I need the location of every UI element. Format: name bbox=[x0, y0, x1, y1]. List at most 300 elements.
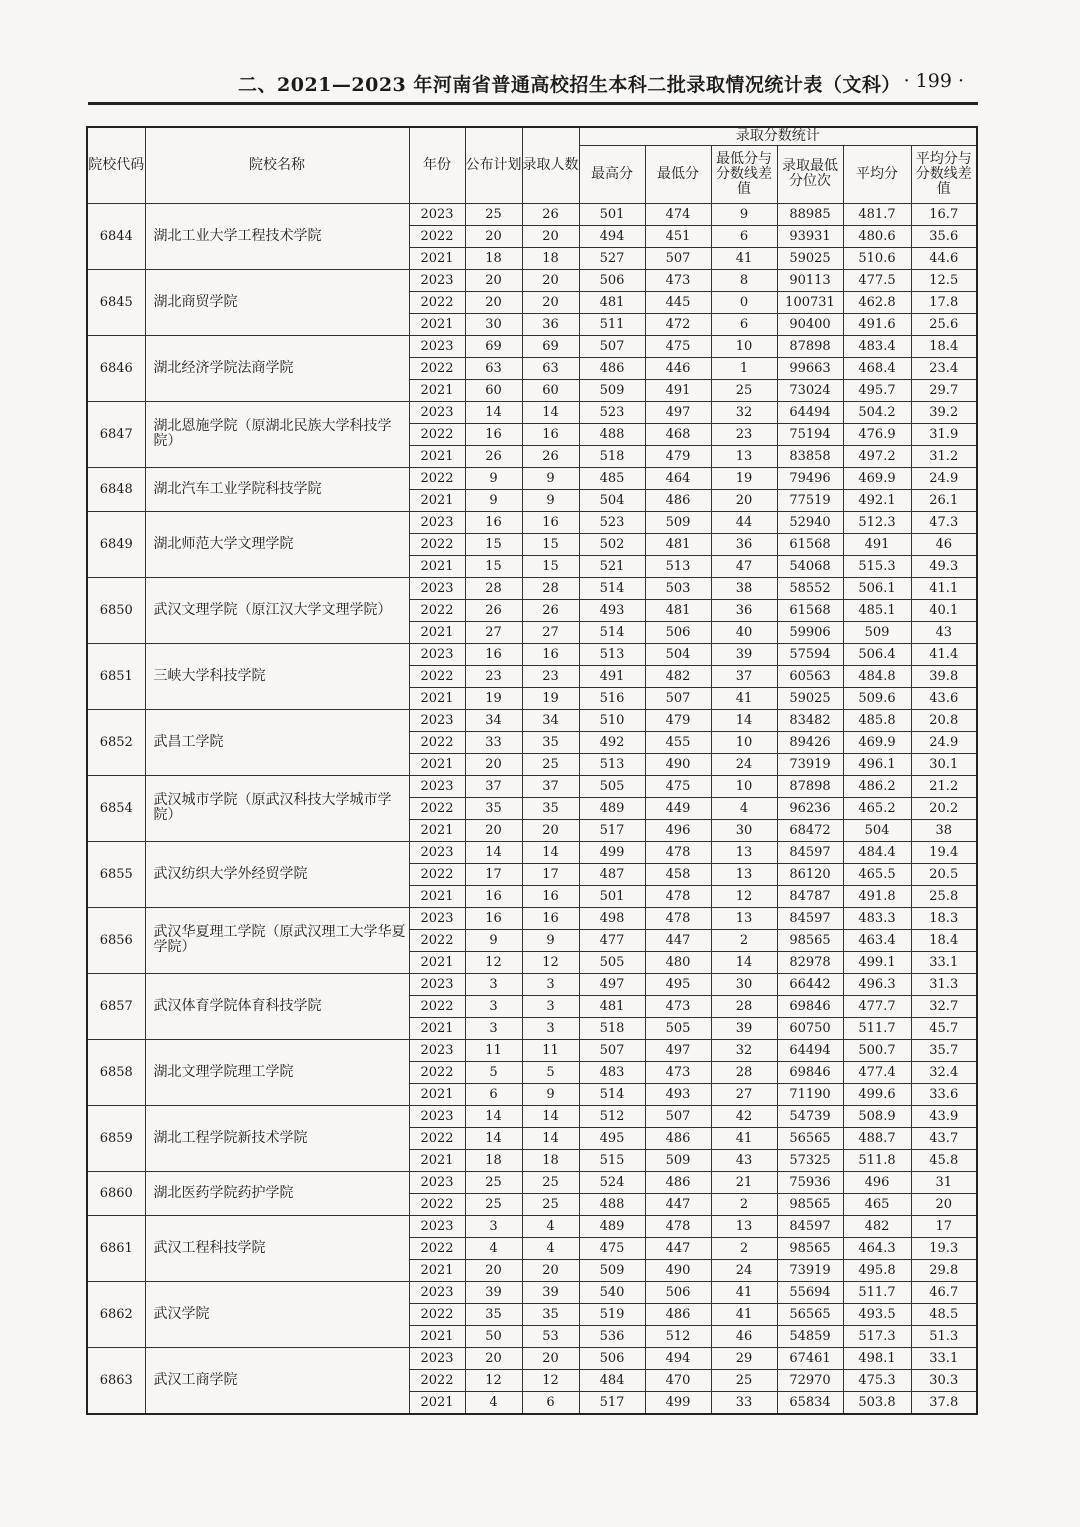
school-code: 6863 bbox=[87, 1347, 145, 1414]
cell-year: 2022 bbox=[409, 599, 465, 621]
cell-admitted: 28 bbox=[522, 577, 579, 599]
table-body bbox=[87, 203, 977, 1414]
cell-max: 507 bbox=[579, 335, 645, 357]
cell-avg-diff: 26.1 bbox=[911, 489, 977, 511]
cell-avg: 503.8 bbox=[843, 1391, 911, 1414]
cell-admitted: 12 bbox=[522, 951, 579, 973]
cell-plan: 60 bbox=[465, 379, 522, 401]
cell-avg: 484.4 bbox=[843, 841, 911, 863]
cell-min-rank: 96236 bbox=[777, 797, 843, 819]
cell-plan: 16 bbox=[465, 907, 522, 929]
cell-admitted: 26 bbox=[522, 599, 579, 621]
cell-max: 489 bbox=[579, 797, 645, 819]
cell-min-rank: 100731 bbox=[777, 291, 843, 313]
cell-year: 2022 bbox=[409, 665, 465, 687]
cell-avg-diff: 29.8 bbox=[911, 1259, 977, 1281]
cell-max: 488 bbox=[579, 423, 645, 445]
cell-max: 504 bbox=[579, 489, 645, 511]
cell-min-diff: 47 bbox=[711, 555, 777, 577]
cell-min-diff: 0 bbox=[711, 291, 777, 313]
cell-plan: 34 bbox=[465, 709, 522, 731]
cell-avg-diff: 30.1 bbox=[911, 753, 977, 775]
cell-plan: 27 bbox=[465, 621, 522, 643]
cell-min: 473 bbox=[645, 995, 711, 1017]
cell-min-rank: 56565 bbox=[777, 1127, 843, 1149]
cell-min: 509 bbox=[645, 1149, 711, 1171]
cell-year: 2023 bbox=[409, 335, 465, 357]
cell-plan: 3 bbox=[465, 973, 522, 995]
cell-plan: 6 bbox=[465, 1083, 522, 1105]
cell-avg: 499.1 bbox=[843, 951, 911, 973]
cell-max: 521 bbox=[579, 555, 645, 577]
cell-min: 478 bbox=[645, 1215, 711, 1237]
table-row bbox=[87, 401, 977, 423]
cell-max: 519 bbox=[579, 1303, 645, 1325]
cell-year: 2021 bbox=[409, 687, 465, 709]
cell-admitted: 3 bbox=[522, 973, 579, 995]
table-row bbox=[87, 577, 977, 599]
cell-avg-diff: 33.1 bbox=[911, 951, 977, 973]
school-code: 6854 bbox=[87, 775, 145, 841]
cell-max: 506 bbox=[579, 1347, 645, 1369]
cell-min: 475 bbox=[645, 335, 711, 357]
cell-min-rank: 87898 bbox=[777, 335, 843, 357]
cell-avg: 485.8 bbox=[843, 709, 911, 731]
cell-min: 509 bbox=[645, 511, 711, 533]
cell-min-diff: 4 bbox=[711, 797, 777, 819]
cell-avg: 511.7 bbox=[843, 1017, 911, 1039]
cell-year: 2023 bbox=[409, 1171, 465, 1193]
cell-admitted: 9 bbox=[522, 1083, 579, 1105]
cell-min: 504 bbox=[645, 643, 711, 665]
school-code: 6861 bbox=[87, 1215, 145, 1281]
cell-year: 2023 bbox=[409, 775, 465, 797]
cell-plan: 14 bbox=[465, 1105, 522, 1127]
cell-admitted: 60 bbox=[522, 379, 579, 401]
cell-min: 475 bbox=[645, 775, 711, 797]
cell-avg: 511.8 bbox=[843, 1149, 911, 1171]
cell-plan: 20 bbox=[465, 269, 522, 291]
cell-avg-diff: 32.4 bbox=[911, 1061, 977, 1083]
cell-year: 2022 bbox=[409, 291, 465, 313]
cell-admitted: 16 bbox=[522, 423, 579, 445]
cell-year: 2023 bbox=[409, 1215, 465, 1237]
cell-min: 486 bbox=[645, 489, 711, 511]
cell-avg-diff: 43.7 bbox=[911, 1127, 977, 1149]
school-name: 三峡大学科技学院 bbox=[145, 643, 409, 709]
cell-year: 2021 bbox=[409, 1017, 465, 1039]
header-avg: 平均分 bbox=[843, 145, 911, 203]
cell-min: 473 bbox=[645, 1061, 711, 1083]
cell-min-rank: 60563 bbox=[777, 665, 843, 687]
cell-admitted: 14 bbox=[522, 1127, 579, 1149]
cell-min-diff: 13 bbox=[711, 841, 777, 863]
cell-admitted: 11 bbox=[522, 1039, 579, 1061]
cell-avg-diff: 41.1 bbox=[911, 577, 977, 599]
cell-min-diff: 25 bbox=[711, 1369, 777, 1391]
cell-avg-diff: 24.9 bbox=[911, 467, 977, 489]
school-name: 湖北汽车工业学院科技学院 bbox=[145, 467, 409, 511]
cell-min: 503 bbox=[645, 577, 711, 599]
cell-avg-diff: 30.3 bbox=[911, 1369, 977, 1391]
cell-avg-diff: 48.5 bbox=[911, 1303, 977, 1325]
cell-admitted: 9 bbox=[522, 929, 579, 951]
cell-min-diff: 37 bbox=[711, 665, 777, 687]
cell-avg-diff: 31 bbox=[911, 1171, 977, 1193]
cell-year: 2022 bbox=[409, 731, 465, 753]
cell-min-rank: 61568 bbox=[777, 533, 843, 555]
school-name: 武汉华夏理工学院（原武汉理工大学华夏学院） bbox=[145, 907, 409, 973]
cell-admitted: 20 bbox=[522, 1259, 579, 1281]
cell-min-diff: 13 bbox=[711, 863, 777, 885]
cell-avg: 512.3 bbox=[843, 511, 911, 533]
cell-min-diff: 30 bbox=[711, 973, 777, 995]
cell-min-diff: 41 bbox=[711, 1303, 777, 1325]
cell-max: 493 bbox=[579, 599, 645, 621]
cell-max: 517 bbox=[579, 819, 645, 841]
school-name: 武汉文理学院（原江汉大学文理学院） bbox=[145, 577, 409, 643]
school-code: 6855 bbox=[87, 841, 145, 907]
cell-avg-diff: 35.6 bbox=[911, 225, 977, 247]
cell-plan: 4 bbox=[465, 1391, 522, 1414]
cell-max: 495 bbox=[579, 1127, 645, 1149]
cell-max: 497 bbox=[579, 973, 645, 995]
cell-max: 511 bbox=[579, 313, 645, 335]
cell-min-rank: 54859 bbox=[777, 1325, 843, 1347]
cell-plan: 16 bbox=[465, 423, 522, 445]
cell-max: 514 bbox=[579, 577, 645, 599]
cell-max: 518 bbox=[579, 1017, 645, 1039]
school-code: 6856 bbox=[87, 907, 145, 973]
cell-max: 507 bbox=[579, 1039, 645, 1061]
cell-min-rank: 57325 bbox=[777, 1149, 843, 1171]
cell-avg-diff: 25.8 bbox=[911, 885, 977, 907]
cell-admitted: 27 bbox=[522, 621, 579, 643]
cell-min-diff: 20 bbox=[711, 489, 777, 511]
cell-year: 2023 bbox=[409, 1039, 465, 1061]
cell-min: 464 bbox=[645, 467, 711, 489]
cell-min-diff: 38 bbox=[711, 577, 777, 599]
cell-avg: 477.5 bbox=[843, 269, 911, 291]
cell-max: 514 bbox=[579, 1083, 645, 1105]
cell-min-diff: 44 bbox=[711, 511, 777, 533]
cell-min-rank: 99663 bbox=[777, 357, 843, 379]
cell-plan: 14 bbox=[465, 841, 522, 863]
cell-min-diff: 10 bbox=[711, 775, 777, 797]
cell-plan: 35 bbox=[465, 1303, 522, 1325]
cell-min-diff: 19 bbox=[711, 467, 777, 489]
cell-min-rank: 84787 bbox=[777, 885, 843, 907]
cell-avg: 468.4 bbox=[843, 357, 911, 379]
cell-min: 512 bbox=[645, 1325, 711, 1347]
cell-min-rank: 73919 bbox=[777, 753, 843, 775]
cell-max: 502 bbox=[579, 533, 645, 555]
school-code: 6844 bbox=[87, 203, 145, 269]
cell-year: 2023 bbox=[409, 1347, 465, 1369]
cell-max: 489 bbox=[579, 1215, 645, 1237]
cell-avg: 496.3 bbox=[843, 973, 911, 995]
cell-max: 477 bbox=[579, 929, 645, 951]
cell-min-rank: 84597 bbox=[777, 841, 843, 863]
cell-plan: 33 bbox=[465, 731, 522, 753]
cell-avg-diff: 43.6 bbox=[911, 687, 977, 709]
cell-max: 481 bbox=[579, 995, 645, 1017]
cell-avg: 499.6 bbox=[843, 1083, 911, 1105]
cell-avg-diff: 35.7 bbox=[911, 1039, 977, 1061]
cell-avg-diff: 20.2 bbox=[911, 797, 977, 819]
cell-year: 2022 bbox=[409, 995, 465, 1017]
school-code: 6850 bbox=[87, 577, 145, 643]
cell-max: 510 bbox=[579, 709, 645, 731]
table-row bbox=[87, 1281, 977, 1303]
cell-min-rank: 60750 bbox=[777, 1017, 843, 1039]
cell-min-diff: 21 bbox=[711, 1171, 777, 1193]
cell-avg: 465.5 bbox=[843, 863, 911, 885]
cell-min-rank: 52940 bbox=[777, 511, 843, 533]
cell-admitted: 35 bbox=[522, 731, 579, 753]
cell-plan: 39 bbox=[465, 1281, 522, 1303]
cell-avg: 486.2 bbox=[843, 775, 911, 797]
cell-min-diff: 1 bbox=[711, 357, 777, 379]
cell-avg-diff: 23.4 bbox=[911, 357, 977, 379]
cell-min-rank: 79496 bbox=[777, 467, 843, 489]
cell-min: 458 bbox=[645, 863, 711, 885]
cell-avg-diff: 44.6 bbox=[911, 247, 977, 269]
cell-avg-diff: 29.7 bbox=[911, 379, 977, 401]
cell-year: 2023 bbox=[409, 1281, 465, 1303]
cell-plan: 14 bbox=[465, 1127, 522, 1149]
cell-avg: 469.9 bbox=[843, 467, 911, 489]
cell-avg: 480.6 bbox=[843, 225, 911, 247]
cell-plan: 20 bbox=[465, 1347, 522, 1369]
cell-plan: 12 bbox=[465, 951, 522, 973]
cell-max: 475 bbox=[579, 1237, 645, 1259]
cell-min-diff: 25 bbox=[711, 379, 777, 401]
cell-avg: 481.7 bbox=[843, 203, 911, 225]
table-row bbox=[87, 1039, 977, 1061]
cell-min: 486 bbox=[645, 1303, 711, 1325]
cell-max: 488 bbox=[579, 1193, 645, 1215]
cell-avg-diff: 18.4 bbox=[911, 929, 977, 951]
table-row bbox=[87, 467, 977, 489]
cell-min: 507 bbox=[645, 247, 711, 269]
cell-plan: 20 bbox=[465, 819, 522, 841]
cell-admitted: 16 bbox=[522, 511, 579, 533]
cell-min: 478 bbox=[645, 841, 711, 863]
cell-avg-diff: 19.3 bbox=[911, 1237, 977, 1259]
cell-min-rank: 61568 bbox=[777, 599, 843, 621]
cell-avg: 465.2 bbox=[843, 797, 911, 819]
cell-year: 2023 bbox=[409, 511, 465, 533]
cell-min: 480 bbox=[645, 951, 711, 973]
cell-admitted: 14 bbox=[522, 841, 579, 863]
cell-min: 486 bbox=[645, 1127, 711, 1149]
cell-plan: 5 bbox=[465, 1061, 522, 1083]
cell-min-diff: 14 bbox=[711, 709, 777, 731]
cell-max: 515 bbox=[579, 1149, 645, 1171]
cell-min-rank: 69846 bbox=[777, 1061, 843, 1083]
cell-max: 523 bbox=[579, 511, 645, 533]
cell-admitted: 16 bbox=[522, 885, 579, 907]
cell-max: 512 bbox=[579, 1105, 645, 1127]
cell-admitted: 5 bbox=[522, 1061, 579, 1083]
cell-min-diff: 24 bbox=[711, 1259, 777, 1281]
cell-year: 2023 bbox=[409, 709, 465, 731]
cell-avg-diff: 18.3 bbox=[911, 907, 977, 929]
cell-avg-diff: 31.9 bbox=[911, 423, 977, 445]
cell-min: 445 bbox=[645, 291, 711, 313]
cell-min-diff: 2 bbox=[711, 1193, 777, 1215]
cell-max: 536 bbox=[579, 1325, 645, 1347]
cell-avg: 515.3 bbox=[843, 555, 911, 577]
cell-min: 490 bbox=[645, 753, 711, 775]
school-code: 6851 bbox=[87, 643, 145, 709]
cell-min-diff: 30 bbox=[711, 819, 777, 841]
cell-min-diff: 27 bbox=[711, 1083, 777, 1105]
cell-avg: 477.7 bbox=[843, 995, 911, 1017]
cell-avg: 488.7 bbox=[843, 1127, 911, 1149]
school-code: 6847 bbox=[87, 401, 145, 467]
cell-admitted: 3 bbox=[522, 995, 579, 1017]
cell-plan: 25 bbox=[465, 1171, 522, 1193]
cell-year: 2021 bbox=[409, 1259, 465, 1281]
cell-min-rank: 87898 bbox=[777, 775, 843, 797]
school-code: 6862 bbox=[87, 1281, 145, 1347]
cell-plan: 28 bbox=[465, 577, 522, 599]
cell-year: 2022 bbox=[409, 467, 465, 489]
school-name: 湖北师范大学文理学院 bbox=[145, 511, 409, 577]
cell-avg-diff: 39.8 bbox=[911, 665, 977, 687]
cell-min-rank: 90113 bbox=[777, 269, 843, 291]
cell-min-rank: 66442 bbox=[777, 973, 843, 995]
cell-admitted: 4 bbox=[522, 1237, 579, 1259]
cell-avg-diff: 40.1 bbox=[911, 599, 977, 621]
cell-year: 2022 bbox=[409, 797, 465, 819]
cell-year: 2022 bbox=[409, 1237, 465, 1259]
cell-admitted: 16 bbox=[522, 907, 579, 929]
cell-admitted: 15 bbox=[522, 555, 579, 577]
cell-min: 468 bbox=[645, 423, 711, 445]
cell-year: 2022 bbox=[409, 357, 465, 379]
cell-admitted: 19 bbox=[522, 687, 579, 709]
cell-plan: 20 bbox=[465, 1259, 522, 1281]
cell-max: 505 bbox=[579, 775, 645, 797]
cell-min: 499 bbox=[645, 1391, 711, 1414]
cell-avg-diff: 31.2 bbox=[911, 445, 977, 467]
cell-admitted: 53 bbox=[522, 1325, 579, 1347]
school-name: 武汉体育学院体育科技学院 bbox=[145, 973, 409, 1039]
cell-year: 2023 bbox=[409, 577, 465, 599]
cell-avg: 464.3 bbox=[843, 1237, 911, 1259]
cell-admitted: 4 bbox=[522, 1215, 579, 1237]
cell-avg: 484.8 bbox=[843, 665, 911, 687]
cell-max: 501 bbox=[579, 203, 645, 225]
cell-avg-diff: 12.5 bbox=[911, 269, 977, 291]
cell-min: 506 bbox=[645, 621, 711, 643]
cell-min-rank: 56565 bbox=[777, 1303, 843, 1325]
table-row bbox=[87, 643, 977, 665]
school-code: 6858 bbox=[87, 1039, 145, 1105]
cell-plan: 35 bbox=[465, 797, 522, 819]
cell-min-rank: 59906 bbox=[777, 621, 843, 643]
cell-min-rank: 73024 bbox=[777, 379, 843, 401]
cell-min: 497 bbox=[645, 401, 711, 423]
cell-min-diff: 41 bbox=[711, 247, 777, 269]
cell-avg: 517.3 bbox=[843, 1325, 911, 1347]
cell-plan: 37 bbox=[465, 775, 522, 797]
cell-max: 492 bbox=[579, 731, 645, 753]
cell-avg: 495.8 bbox=[843, 1259, 911, 1281]
cell-avg: 504.2 bbox=[843, 401, 911, 423]
cell-avg: 469.9 bbox=[843, 731, 911, 753]
cell-admitted: 15 bbox=[522, 533, 579, 555]
cell-year: 2023 bbox=[409, 841, 465, 863]
cell-max: 484 bbox=[579, 1369, 645, 1391]
cell-min-rank: 89426 bbox=[777, 731, 843, 753]
cell-min-diff: 6 bbox=[711, 225, 777, 247]
cell-avg-diff: 32.7 bbox=[911, 995, 977, 1017]
cell-avg: 500.7 bbox=[843, 1039, 911, 1061]
cell-year: 2022 bbox=[409, 929, 465, 951]
cell-year: 2022 bbox=[409, 1193, 465, 1215]
cell-admitted: 14 bbox=[522, 401, 579, 423]
cell-min-rank: 59025 bbox=[777, 247, 843, 269]
header-min-diff: 最低分与分数线差值 bbox=[711, 145, 777, 203]
cell-min: 481 bbox=[645, 533, 711, 555]
cell-year: 2021 bbox=[409, 489, 465, 511]
cell-avg-diff: 17.8 bbox=[911, 291, 977, 313]
cell-admitted: 3 bbox=[522, 1017, 579, 1039]
cell-year: 2021 bbox=[409, 621, 465, 643]
cell-avg-diff: 25.6 bbox=[911, 313, 977, 335]
cell-avg: 483.3 bbox=[843, 907, 911, 929]
cell-min: 478 bbox=[645, 885, 711, 907]
cell-year: 2022 bbox=[409, 1369, 465, 1391]
cell-avg: 463.4 bbox=[843, 929, 911, 951]
cell-plan: 9 bbox=[465, 467, 522, 489]
cell-avg: 497.2 bbox=[843, 445, 911, 467]
cell-plan: 16 bbox=[465, 885, 522, 907]
cell-min-rank: 75936 bbox=[777, 1171, 843, 1193]
cell-plan: 69 bbox=[465, 335, 522, 357]
cell-min-diff: 9 bbox=[711, 203, 777, 225]
cell-plan: 18 bbox=[465, 247, 522, 269]
cell-min-diff: 39 bbox=[711, 643, 777, 665]
admission-table-container bbox=[86, 126, 976, 1415]
cell-plan: 16 bbox=[465, 643, 522, 665]
cell-min: 473 bbox=[645, 269, 711, 291]
header-score-group: 录取分数统计 bbox=[579, 127, 977, 145]
cell-year: 2021 bbox=[409, 951, 465, 973]
cell-min-diff: 29 bbox=[711, 1347, 777, 1369]
school-name: 湖北恩施学院（原湖北民族大学科技学院） bbox=[145, 401, 409, 467]
cell-min-rank: 68472 bbox=[777, 819, 843, 841]
cell-avg: 492.1 bbox=[843, 489, 911, 511]
cell-min-rank: 86120 bbox=[777, 863, 843, 885]
cell-min: 513 bbox=[645, 555, 711, 577]
cell-admitted: 6 bbox=[522, 1391, 579, 1414]
cell-plan: 20 bbox=[465, 225, 522, 247]
cell-min: 493 bbox=[645, 1083, 711, 1105]
school-name: 湖北工程学院新技术学院 bbox=[145, 1105, 409, 1171]
cell-avg-diff: 20 bbox=[911, 1193, 977, 1215]
admission-table bbox=[86, 126, 978, 1415]
cell-year: 2022 bbox=[409, 1061, 465, 1083]
cell-avg-diff: 19.4 bbox=[911, 841, 977, 863]
cell-min: 455 bbox=[645, 731, 711, 753]
cell-avg: 482 bbox=[843, 1215, 911, 1237]
cell-admitted: 25 bbox=[522, 1193, 579, 1215]
